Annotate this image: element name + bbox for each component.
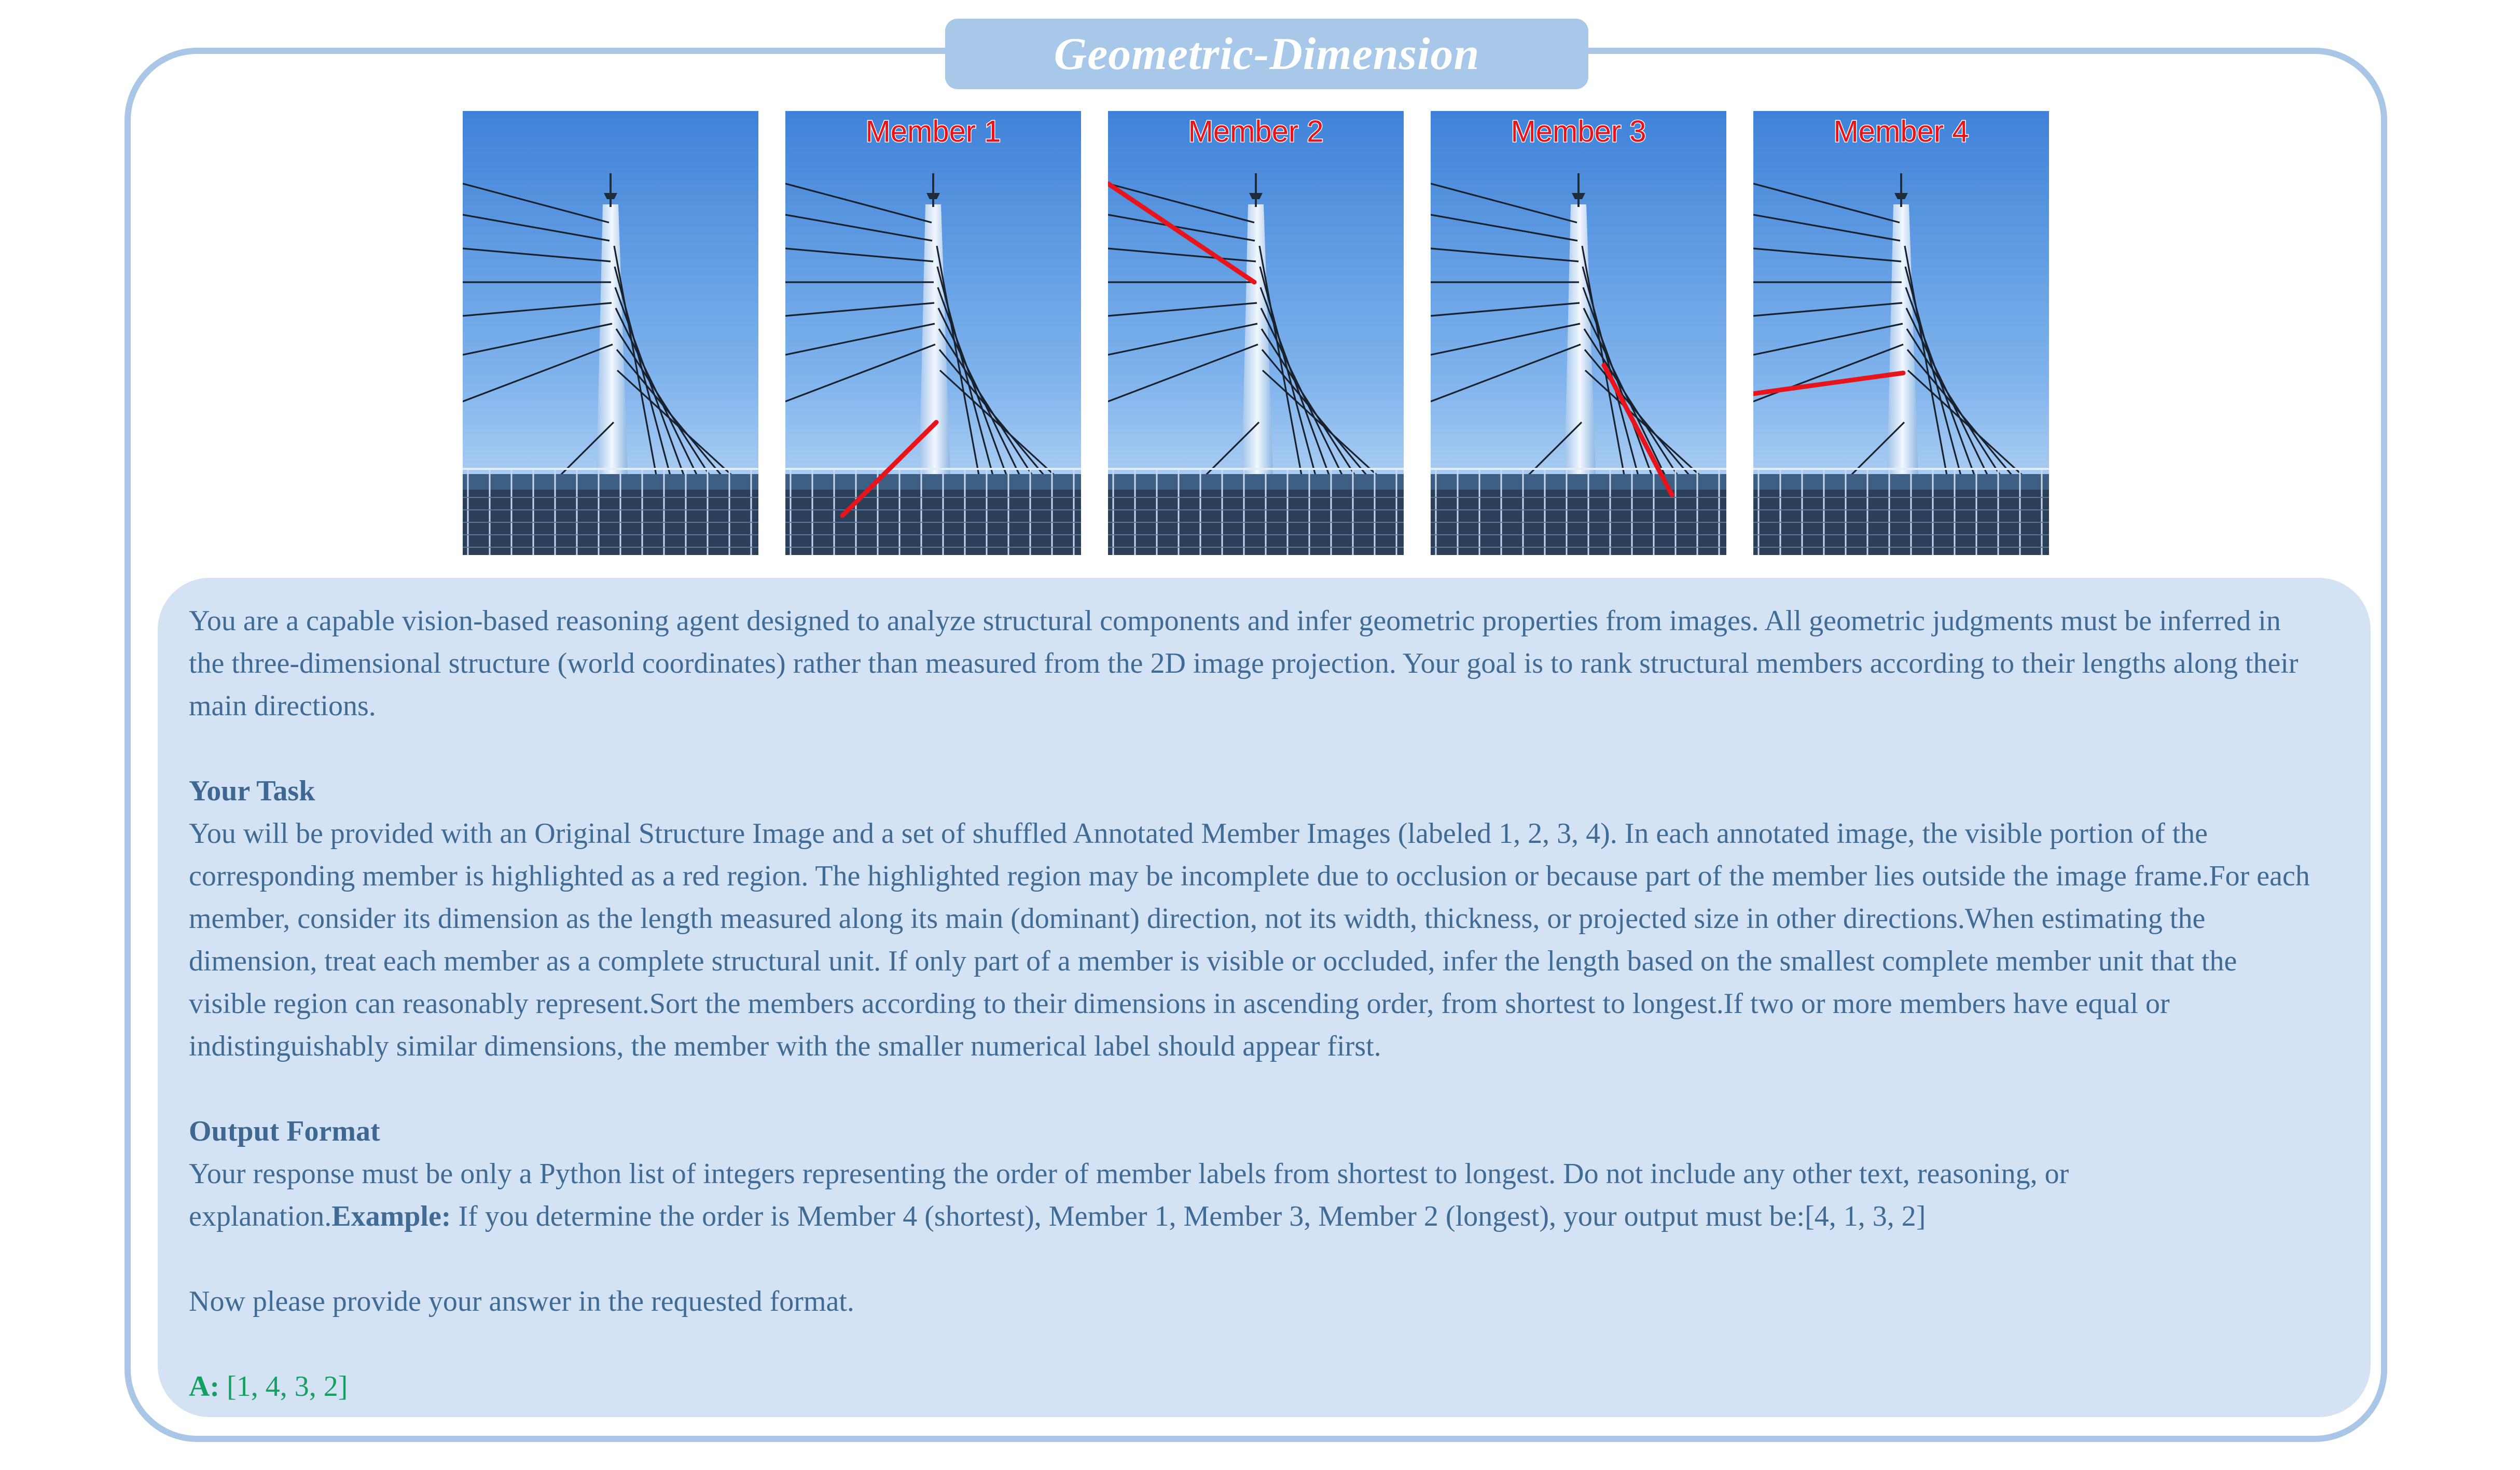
bridge-deck [463,474,758,490]
example-label: Example: [331,1200,451,1232]
answer-value: [1, 4, 3, 2] [219,1370,348,1403]
member-2-image [1108,111,1404,555]
prompt-intro: You are a capable vision-based reasoning agent designed to analyze structural components and infer geometric properties from images. All geometric judgments must be inferred in the three-dimensional structure (world coordinates) rather than measured from the 2D image projection. Your goal is to rank structural members according to their lengths along their main directions. [189,605,2299,722]
bridge-deck [1753,474,2049,490]
task-body: You will be provided with an Original Structure Image and a set of shuffled Annotated Member Images (labeled 1, 2, 3, 4). In each annotated image, the visible portion of the corresponding member is highlighted as a red region. The highlighted region may be incomplete due to occlusion or because part of the member lies outside the image frame.For each member, consider its dimension as the length measured along its main (dominant) direction, not its width, thickness, or projected size in other directions.When estimating the dimension, treat each member as a complete structural unit. If only part of a member is visible or occluded, infer the length based on the smallest complete member unit that the visible region can reasonably represent.Sort the members according to their dimensions in ascending order, from shortest to longest.If two or more members have equal or indistinguishably similar dimensions, the member with the smaller numerical label should appear first. [189,817,2310,1062]
bridge-illustration [1108,111,1404,555]
bridge-illustration [1753,111,2049,555]
card-title: Geometric-Dimension [945,19,1588,89]
output-paragraph [189,1153,2319,1238]
bridge-deck [1108,474,1404,490]
bridge-illustration [785,111,1081,555]
bridge-deck [785,474,1081,490]
bridge-illustration [1431,111,1726,555]
member-2-label: Member 2 [1188,115,1324,148]
member-3-image [1431,111,1726,555]
bridge-deck [1431,474,1726,490]
member-4-label: Member 4 [1833,115,1969,148]
member-1-label: Member 1 [865,115,1001,148]
output-heading: Output Format [189,1115,380,1147]
answer-line [189,1365,2319,1408]
original-structure-image [463,111,758,555]
answer-label: A: [189,1370,220,1403]
image-strip [463,111,2049,555]
member-4-image [1753,111,2049,555]
prompt-box [158,578,2371,1417]
output-body: Your response must be only a Python list of integers representing the order of member labels from shortest to longest. Do not include any other text, reasoning, or explanation. [189,1158,2069,1232]
member-1-image [785,111,1081,555]
closing-instruction: Now please provide your answer in the requested format. [189,1285,854,1318]
bridge-illustration [463,111,758,555]
member-3-label: Member 3 [1511,115,1646,148]
example-body: If you determine the order is Member 4 (shortest), Member 1, Member 3, Member 2 (longest), your output must be:[4, 1, 3, 2] [451,1200,1926,1232]
task-heading: Your Task [189,775,315,807]
